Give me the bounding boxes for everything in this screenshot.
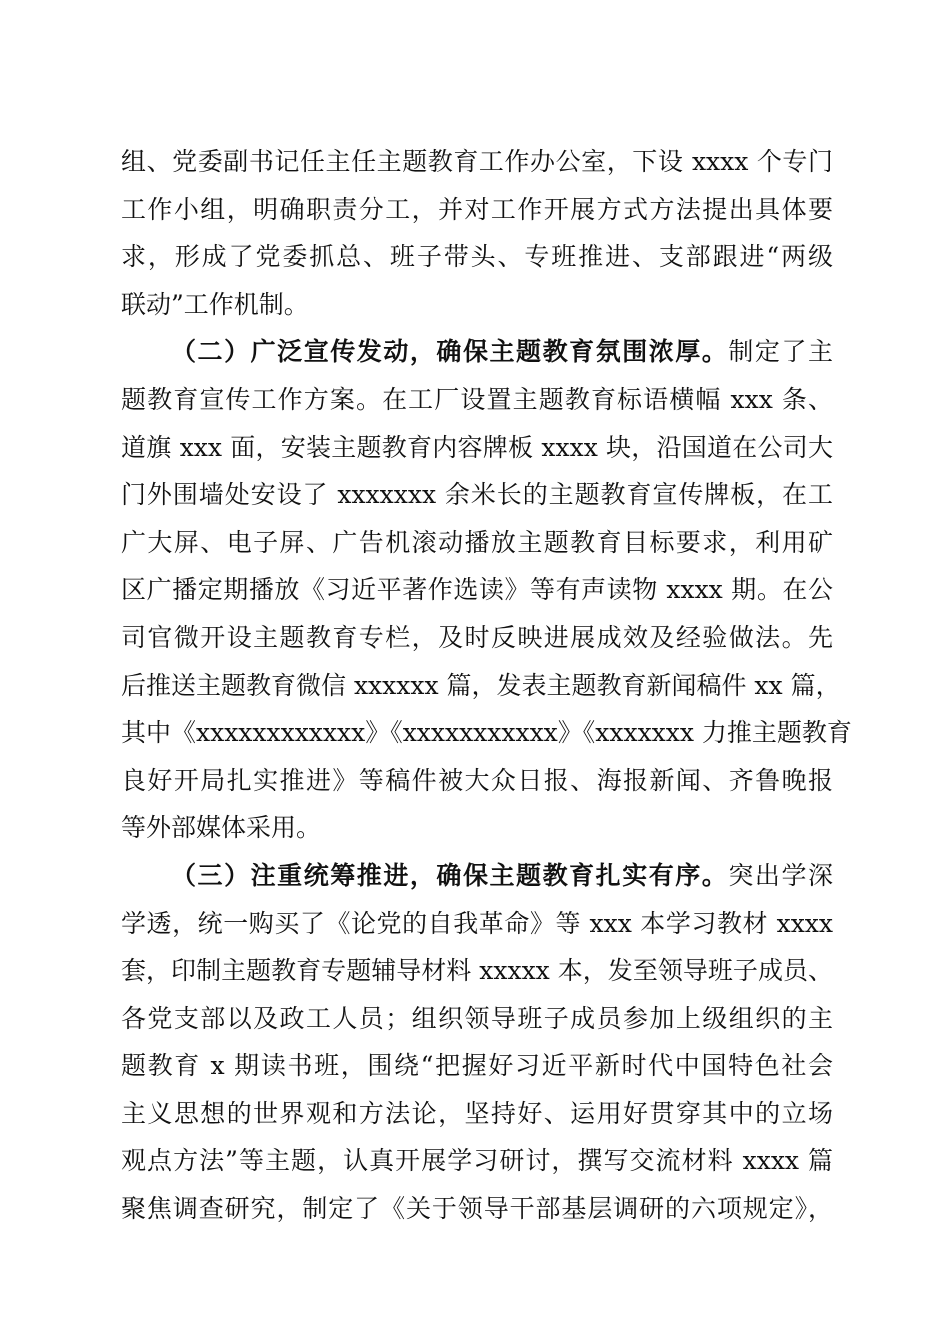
paragraph-3-line: 观点方法”等主题，认真开展学习研讨，撰写交流材料 xxxx 篇 xyxy=(121,1146,833,1176)
paragraph-2-line: 题教育宣传工作方案。在工厂设置主题教育标语横幅 xxx 条、 xyxy=(121,384,833,414)
paragraph-2-first-line-text: 制定了主 xyxy=(728,337,833,367)
paragraph-2-line: 道旗 xxx 面，安装主题教育内容牌板 xxxx 块，沿国道在公司大 xyxy=(121,432,833,462)
paragraph-2-line: 区广播定期播放《习近平著作选读》等有声读物 xxxx 期。在公 xyxy=(121,575,833,605)
paragraph-2-line: 后推送主题教育微信 xxxxxx 篇，发表主题教育新闻稿件 xx 篇， xyxy=(121,670,841,700)
document-body xyxy=(121,138,852,1233)
paragraph-3-line: 题教育 x 期读书班，围绕“把握好习近平新时代中国特色社会 xyxy=(121,1051,833,1081)
paragraph-2-first-line xyxy=(121,328,833,376)
paragraph-2-line: 等外部媒体采用。 xyxy=(121,813,322,843)
paragraph-3-heading: （三）注重统筹推进，确保主题教育扎实有序。 xyxy=(171,860,729,890)
paragraph-2-line: 其中《xxxxxxxxxxxx》《xxxxxxxxxxx》《xxxxxxx 力推主题教育 xyxy=(121,718,852,748)
paragraph-2-line: 司官微开设主题教育专栏，及时反映进展成效及经验做法。先 xyxy=(121,622,833,652)
paragraph-1-line: 联动”工作机制。 xyxy=(121,289,309,319)
paragraph-3-line: 主义思想的世界观和方法论，坚持好、运用好贯穿其中的立场 xyxy=(121,1098,833,1128)
paragraph-2-line: 广大屏、电子屏、广告机滚动播放主题教育目标要求，利用矿 xyxy=(121,527,833,557)
paragraph-2-line: 良好开局扎实推进》等稿件被大众日报、海报新闻、齐鲁晚报 xyxy=(121,765,833,795)
paragraph-3-line: 各党支部以及政工人员；组织领导班子成员参加上级组织的主 xyxy=(121,1003,833,1033)
paragraph-3-line: 套，印制主题教育专题辅导材料 xxxxx 本，发至领导班子成员、 xyxy=(121,956,833,986)
paragraph-3-first-line xyxy=(121,852,833,900)
paragraph-3-line: 学透，统一购买了《论党的自我革命》等 xxx 本学习教材 xxxx xyxy=(121,908,833,938)
paragraph-2-line: 门外围墙处安设了 xxxxxxx 余米长的主题教育宣传牌板，在工 xyxy=(121,480,833,510)
paragraph-2-heading: （二）广泛宣传发动，确保主题教育氛围浓厚。 xyxy=(171,337,729,367)
paragraph-1-line: 组、党委副书记任主任主题教育工作办公室，下设 xxxx 个专门 xyxy=(121,147,833,176)
paragraph-3-first-line-text: 突出学深 xyxy=(728,860,833,890)
paragraph-3-line: 聚焦调查研究，制定了《关于领导干部基层调研的六项规定》， xyxy=(121,1194,833,1224)
paragraph-1-line: 工作小组，明确职责分工，并对工作开展方式方法提出具体要 xyxy=(121,194,833,224)
paragraph-1-line: 求，形成了党委抓总、班子带头、专班推进、支部跟进“两级 xyxy=(121,242,833,272)
